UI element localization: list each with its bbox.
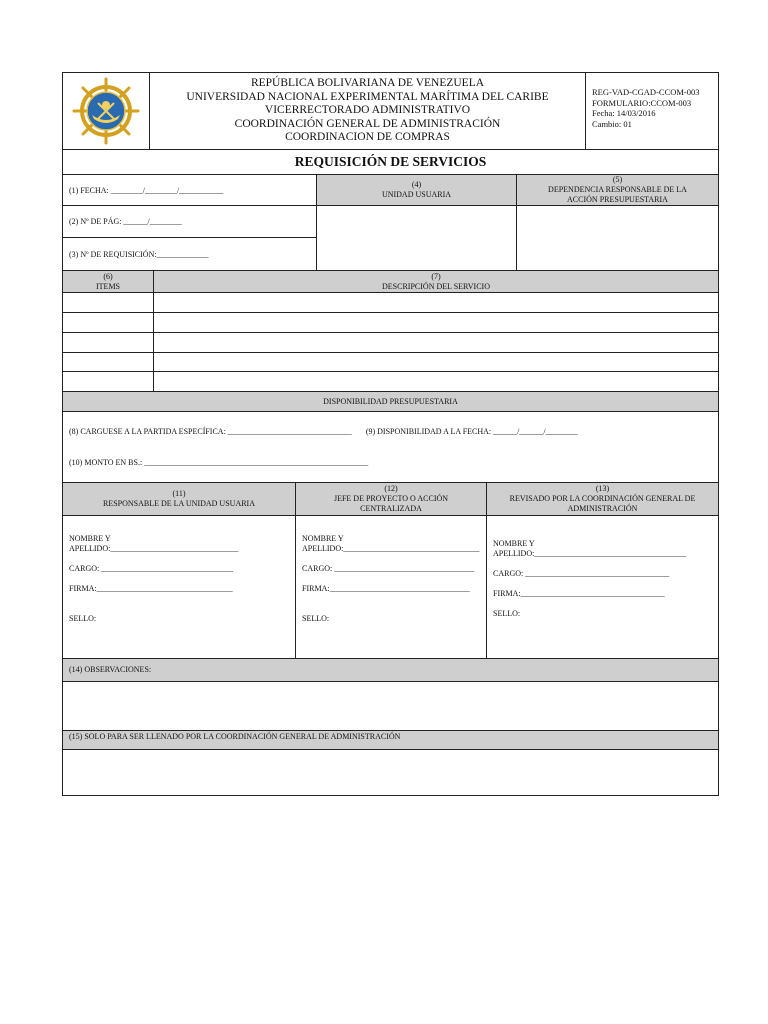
monto-field[interactable]: (10) MONTO EN BS.: ________________________________________________________ (69, 458, 369, 467)
partida-field[interactable]: (8) CARGUESE A LA PARTIDA ESPECÍFICA: _______________________________ (69, 427, 352, 436)
item-cell[interactable] (63, 293, 154, 312)
sello-field[interactable]: SELLO: (493, 609, 521, 618)
item-cell[interactable] (63, 353, 154, 371)
date-field[interactable]: (1) FECHA: ________/________/___________ (63, 175, 316, 206)
description-cell[interactable] (154, 313, 718, 332)
table-row (63, 372, 718, 392)
cargo-field[interactable]: CARGO: _________________________________ (69, 564, 234, 573)
general-fields (63, 175, 718, 271)
requisition-number-field[interactable]: (3) Nº DE REQUISICIÓN:_____________ (69, 249, 209, 259)
signature-label: RESPONSABLE DE LA UNIDAD USUARIA (102, 499, 255, 508)
reg-code: REG-VAD-CGAD-CCOM-003 (592, 87, 700, 97)
disponibilidad-field[interactable]: (9) DISPONIBILIDAD A LA FECHA: ______/______/________ (365, 427, 578, 436)
signature-label: REVISADO POR LA COORDINACIÓN GENERAL DE ADMINISTRACIÓN (509, 494, 696, 513)
cargo-field[interactable]: CARGO: ___________________________________ (302, 564, 475, 573)
signature-number: (11) (172, 489, 186, 498)
signature-header-3 (487, 483, 718, 515)
observaciones-header: (14) OBSERVACIONES: (63, 659, 718, 682)
nombre-label: NOMBRE Y (69, 534, 111, 543)
left-fields (63, 175, 317, 270)
institution-heading (150, 73, 586, 149)
description-cell[interactable] (154, 333, 718, 352)
change-number: Cambio: 01 (592, 118, 632, 129)
unidad-usuaria-input[interactable] (317, 206, 516, 270)
table-row (63, 293, 718, 313)
dependencia-input[interactable] (517, 206, 718, 270)
unidad-usuaria-number: (4) (411, 180, 422, 189)
university-seal (63, 73, 150, 149)
form-title: REQUISICIÓN DE SERVICIOS (63, 150, 718, 175)
requisition-form (62, 72, 719, 796)
signatures-header (63, 483, 718, 516)
nombre-label: NOMBRE Y (493, 539, 535, 548)
formulario-code: FORMULARIO:CCOM-003 (592, 97, 692, 108)
cargo-field[interactable]: CARGO: ____________________________________ (493, 569, 670, 578)
heading-line-2: UNIVERSIDAD NACIONAL EXPERIMENTAL MARÍTIMA DEL CARIBE (186, 90, 549, 103)
description-cell[interactable] (154, 372, 718, 391)
unidad-usuaria-label: UNIDAD USUARIA (381, 190, 452, 199)
items-number: (6) (103, 271, 113, 281)
firma-field[interactable]: FIRMA:___________________________________ (302, 584, 470, 593)
document-date: Fecha: 14/03/2016 (592, 108, 656, 118)
ship-wheel-icon (70, 75, 142, 147)
unidad-usuaria-header (317, 175, 516, 206)
form-header (63, 73, 718, 150)
item-cell[interactable] (63, 333, 154, 352)
apellido-field[interactable]: APELLIDO:________________________________ (69, 544, 239, 553)
description-cell[interactable] (154, 353, 718, 371)
apellido-field[interactable]: APELLIDO:__________________________________ (302, 544, 480, 553)
signatures-body (63, 516, 718, 659)
items-table-header (63, 271, 718, 293)
page-number-field[interactable]: (2) Nº DE PÁG: ______/________ (63, 206, 316, 238)
signature-header-1 (63, 483, 296, 515)
document-codes (586, 73, 718, 149)
heading-line-4: COORDINACIÓN GENERAL DE ADMINISTRACIÓN (234, 117, 501, 130)
description-number: (7) (431, 271, 441, 281)
unidad-usuaria-column (317, 175, 517, 270)
apellido-field[interactable]: APELLIDO:______________________________________ (493, 549, 687, 558)
heading-line-3: VICERRECTORADO ADMINISTRATIVO (264, 104, 471, 116)
nombre-label: NOMBRE Y (302, 534, 344, 543)
firma-field[interactable]: FIRMA:____________________________________ (493, 589, 665, 598)
items-label: ITEMS (96, 281, 120, 291)
signature-label: JEFE DE PROYECTO O ACCIÓN CENTRALIZADA (333, 494, 449, 513)
admin-only-input[interactable] (63, 750, 718, 795)
firma-field[interactable]: FIRMA:__________________________________ (69, 584, 233, 593)
budget-section-title: DISPONIBILIDAD PRESUPUESTARIA (63, 392, 718, 412)
table-row (63, 333, 718, 353)
items-column-header (63, 271, 154, 292)
signature-number: (13) (595, 484, 610, 493)
dependencia-label: DEPENDENCIA RESPONSABLE DE LA ACCIÓN PRESUPUESTARIA (548, 185, 687, 204)
heading-line-1: REPÚBLICA BOLIVARIANA DE VENEZUELA (250, 77, 485, 89)
budget-fields (63, 412, 718, 483)
heading-line-5: COORDINACION DE COMPRAS (285, 131, 450, 143)
item-cell[interactable] (63, 372, 154, 391)
description-label: DESCRIPCIÓN DEL SERVICIO (382, 281, 490, 291)
dependencia-header (517, 175, 718, 206)
budget-line-1 (69, 427, 718, 436)
sello-field[interactable]: SELLO: (69, 614, 97, 623)
signature-block-3 (487, 516, 718, 658)
table-row (63, 353, 718, 372)
sello-field[interactable]: SELLO: (302, 614, 330, 623)
description-cell[interactable] (154, 293, 718, 312)
signature-number: (12) (384, 484, 398, 493)
description-column-header (154, 271, 718, 292)
signature-block-2 (296, 516, 487, 658)
dependencia-column (517, 175, 718, 270)
table-row (63, 313, 718, 333)
admin-only-header: (15) SOLO PARA SER LLENADO POR LA COORDINACIÓN GENERAL DE ADMINISTRACIÓN (63, 731, 718, 750)
observaciones-input[interactable] (63, 682, 718, 731)
item-cell[interactable] (63, 313, 154, 332)
signature-block-1 (63, 516, 296, 658)
dependencia-number: (5) (612, 175, 623, 184)
signature-header-2 (296, 483, 487, 515)
